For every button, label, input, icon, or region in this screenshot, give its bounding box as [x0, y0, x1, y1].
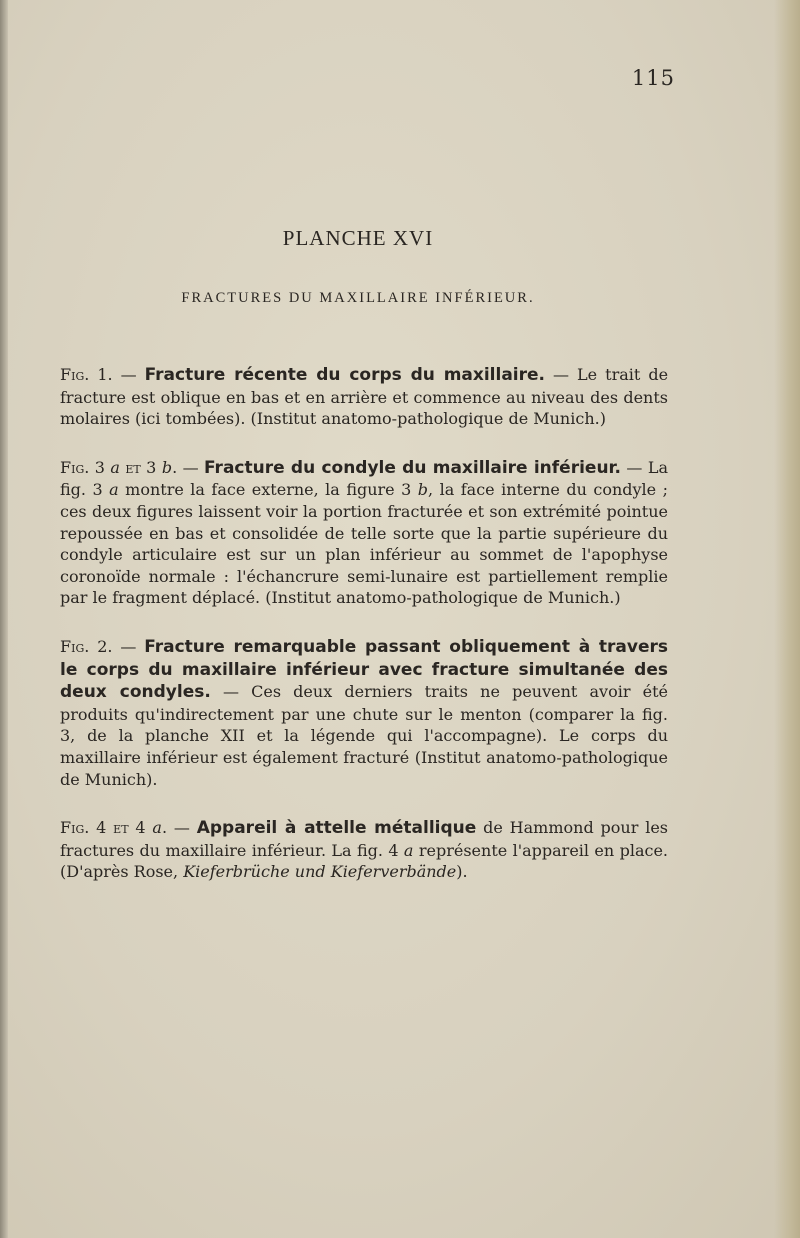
dash: —: [545, 365, 578, 384]
plate-title: PLANCHE XVI: [282, 226, 434, 250]
captions-block: [60, 364, 668, 910]
figure-ref-letter: a: [109, 480, 119, 500]
figure-label: Fig. 2.: [60, 636, 113, 656]
figure-label: Fig. 4 et 4: [60, 818, 153, 838]
figure-ref-letter: b: [417, 480, 429, 500]
figure-label-letter: a: [110, 457, 120, 477]
caption-body: de Hammond pour les fractures du maxillaire inférieur. La fig. 4: [60, 818, 668, 860]
dash: —: [210, 682, 252, 702]
caption-heading: Fracture récente du corps du maxillaire.: [144, 365, 546, 385]
caption-heading: Fracture du condyle du maxillaire inférieur.: [204, 457, 621, 478]
page-gutter-shadow: [0, 0, 8, 1238]
caption-body: ).: [456, 862, 468, 882]
figure-label: Fig. 1.: [60, 365, 113, 384]
caption-fig-4: [60, 817, 668, 883]
caption-fig-2: [60, 636, 668, 790]
caption-heading: Appareil à attelle métallique: [196, 818, 477, 839]
caption-heading: Fracture remarquable passant obliquement à travers le corps du maxillaire inférieur avec fracture simultanée des deux condyles.: [60, 636, 669, 703]
dash: —: [112, 636, 145, 656]
caption-body: La fig. 3: [60, 457, 669, 500]
caption-body: montre la face externe, la figure 3: [118, 480, 418, 500]
caption-body: , la face interne du condyle ; ces deux figures laissent voir la portion fracturée et son extrémité pointue repoussée en bas et consolidée de telle sorte que la partie supérieure du condyle articulaire est sur un plan inférieur au sommet de l'apophyse coronoïde normale : l'échancrure semi-lunaire est partiellement remplie par le fragment déplacé. (Institut anatomo-pathologique de Munich.): [60, 480, 668, 608]
caption-body: Le trait de fracture est oblique en bas et en arrière et commence au niveau des dents molaires (ici tombées). (Institut anatomo-pathologique de Munich.): [60, 365, 669, 429]
page-edge-foxing: [774, 0, 800, 1238]
caption-fig-1: [60, 364, 668, 430]
caption-fig-3: [60, 457, 668, 609]
book-title: Kieferbrüche und Kieferverbände: [183, 862, 457, 882]
page-number: 115: [631, 66, 675, 90]
dash: —: [620, 457, 648, 477]
caption-body: représente l'appareil en place. (D'après Rose,: [60, 840, 668, 882]
caption-body: Ces deux derniers traits ne peuvent avoir été produits qu'indirectement par une chute sur le menton (comparer la fig. 3, de la planche XII et la légende qui l'accompagne). Le corps du maxillaire inférieur est également fracturé (Institut anatomo-pathologique de Munich).: [60, 682, 669, 789]
figure-label-letter: b: [161, 457, 173, 477]
dash: . —: [172, 457, 205, 477]
plate-subtitle: FRACTURES DU MAXILLAIRE INFÉRIEUR.: [181, 290, 535, 306]
figure-label: Fig. 3: [60, 457, 111, 477]
figure-label-mid: et 3: [119, 457, 162, 477]
figure-label-letter: a: [152, 818, 162, 838]
figure-ref-letter: a: [403, 840, 414, 860]
dash: —: [112, 365, 145, 384]
dash: . —: [161, 818, 197, 838]
